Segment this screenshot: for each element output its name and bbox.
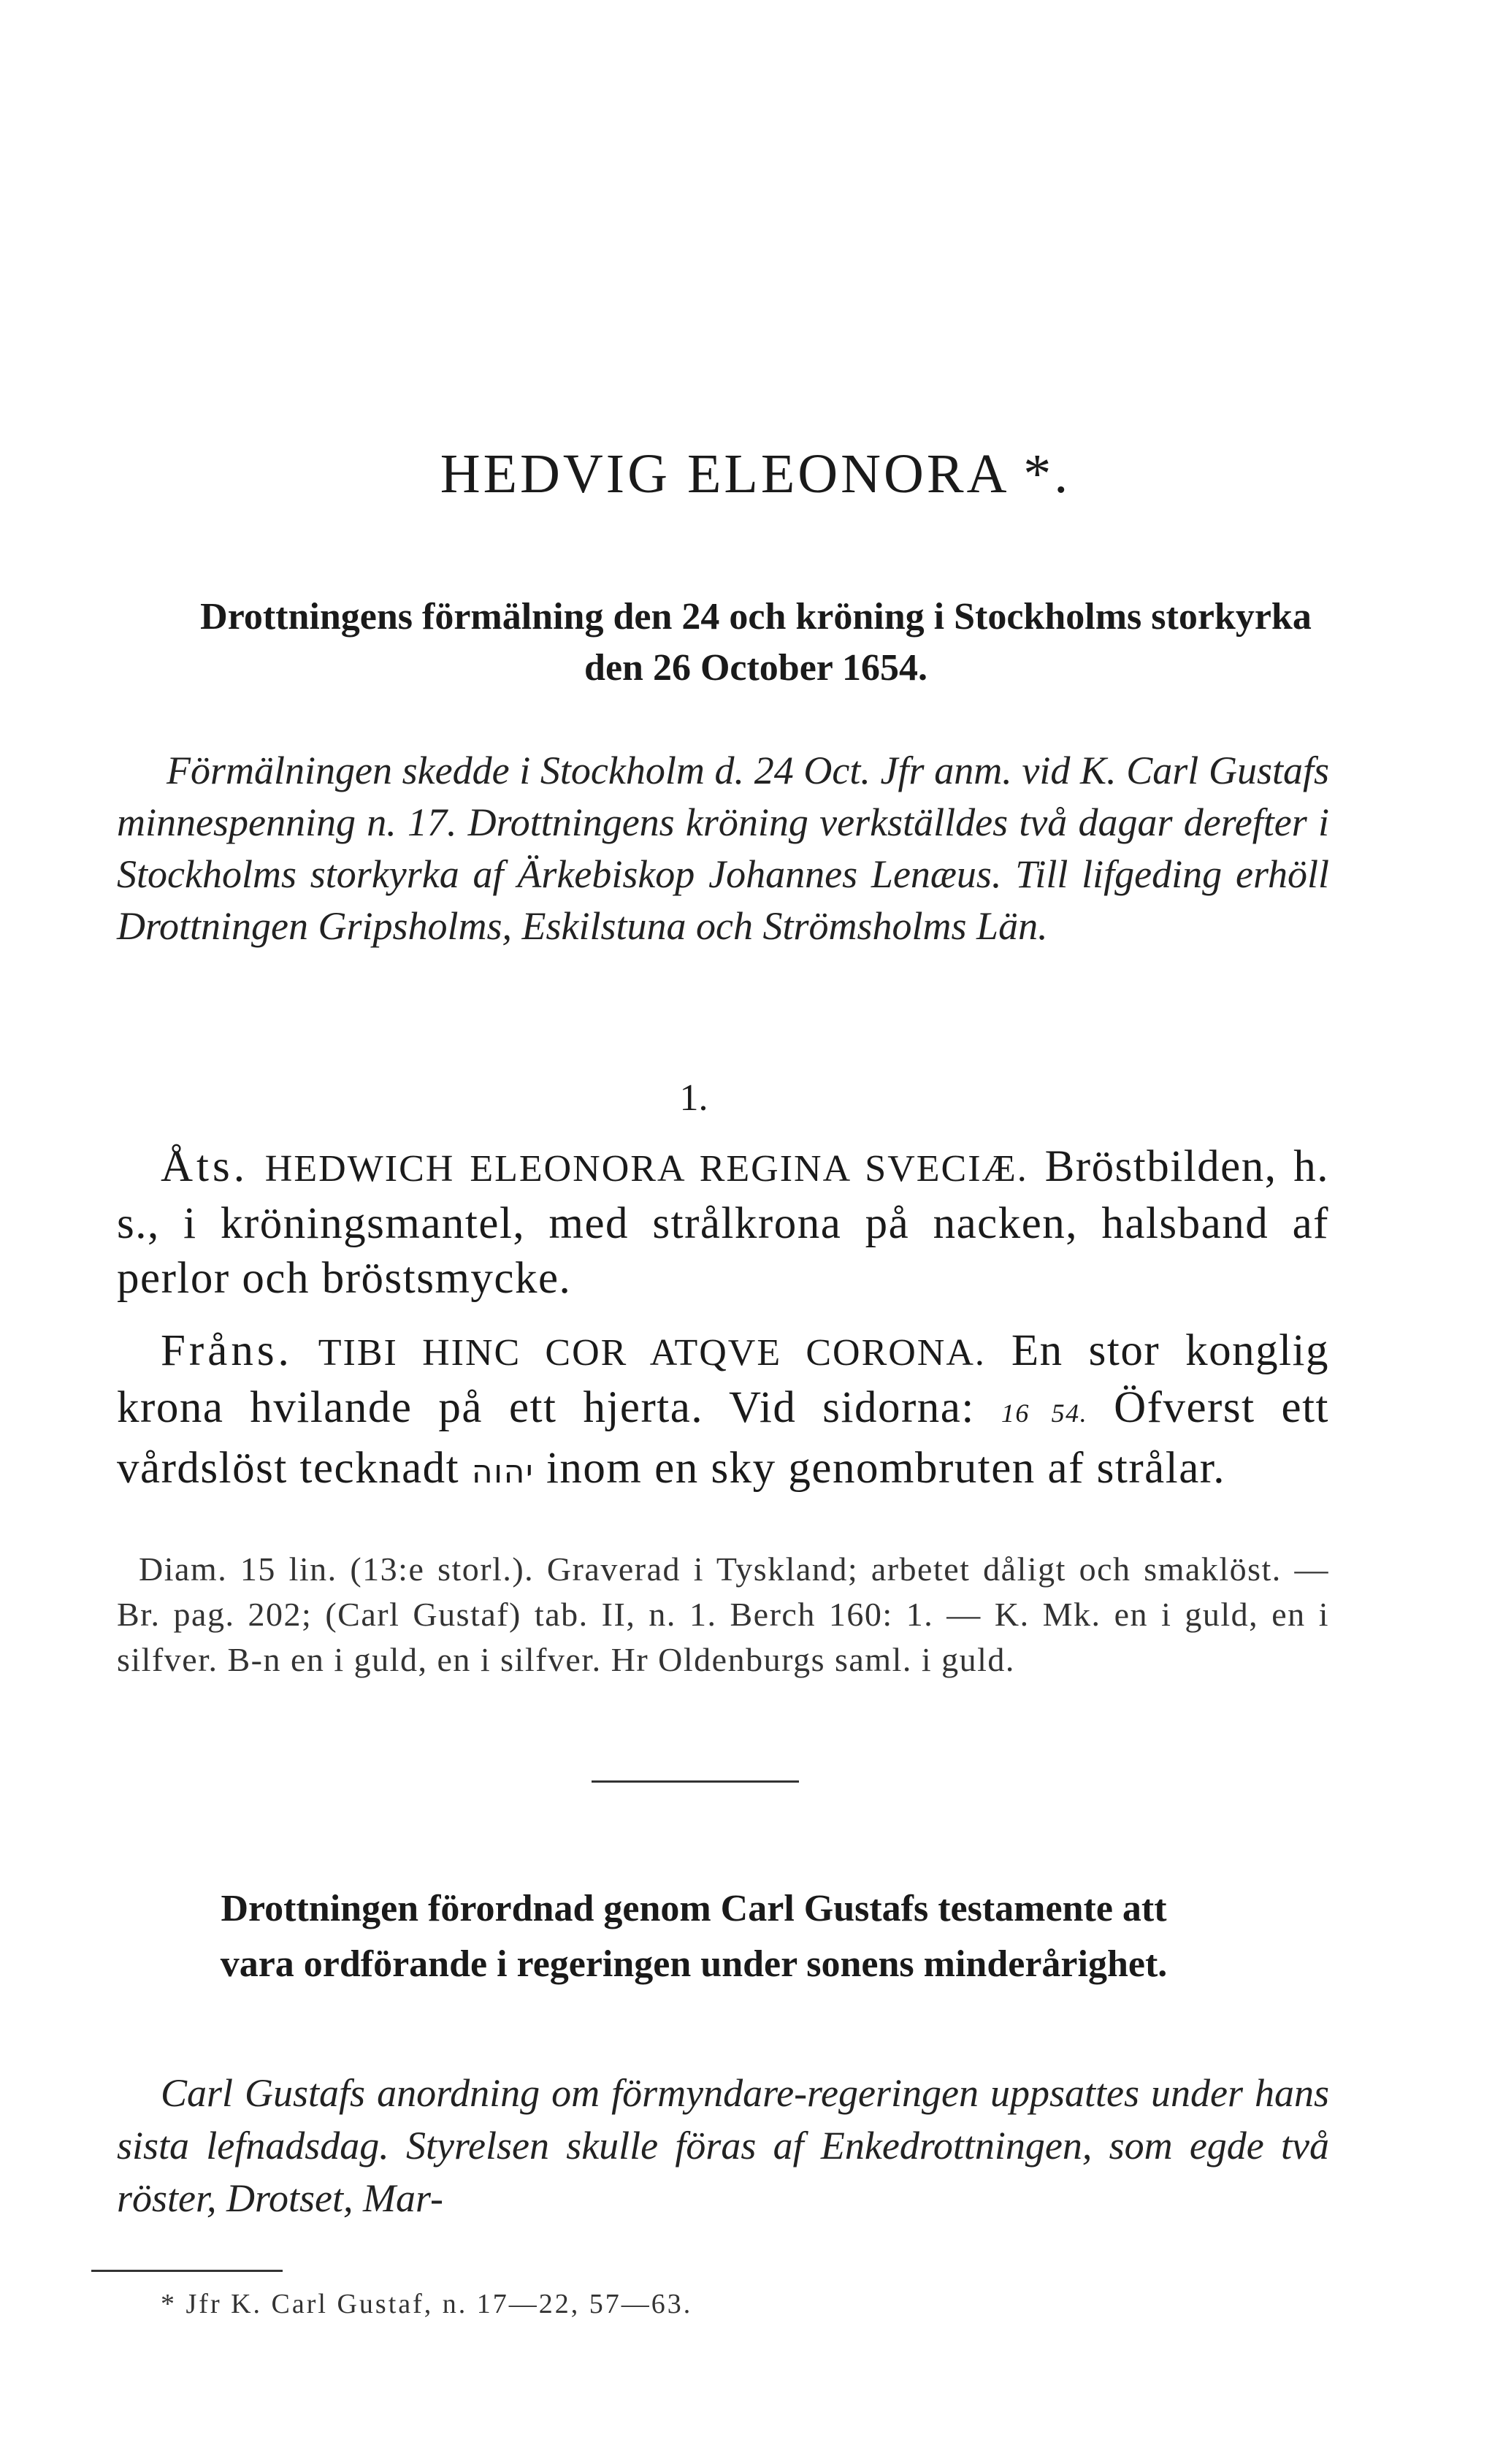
hebrew-tetragrammaton: יהוה xyxy=(471,1453,535,1491)
obverse-legend: HEDWICH ELEONORA REGINA SVECIÆ. xyxy=(264,1148,1028,1190)
footnote-divider xyxy=(91,2270,283,2272)
reverse-description xyxy=(117,1323,1329,1499)
reverse-text-3: inom en sky genombruten af strålar. xyxy=(546,1444,1225,1493)
footnote-marker: *. xyxy=(1023,443,1071,505)
reverse-date: 16 54. xyxy=(1001,1399,1088,1428)
intro-paragraph-regency: Carl Gustafs anordning om förmyndare-regeringen uppsattes under hans sista lefnadsdag. Styrelsen skulle föras af Enkedrottningen, som egde två röster, Drotset, Mar- xyxy=(117,2071,1329,2220)
medal-note: Diam. 15 lin. (13:e storl.). Graverad i Tyskland; arbetet dåligt och smaklöst. — Br. pag. 202; (Carl Gustaf) tab. II, n. 1. Berch 160: 1. — K. Mk. en i guld, en i silfver. B-n en i guld, en i silfver. Hr Oldenburgs saml. i guld. xyxy=(117,1550,1329,1678)
obverse-description xyxy=(117,1139,1329,1306)
footnote: * Jfr K. Carl Gustaf, n. 17—22, 57—63. xyxy=(161,2289,693,2319)
section-heading-regency: Drottningen förordnad genom Carl Gustafs testamente att vara ordförande i regeringen under sonens minderårighet. xyxy=(220,1888,1168,1985)
reverse-text-2: Öfverst ett vårdslöst tecknadt xyxy=(117,1383,1330,1493)
medal-number: 1. xyxy=(679,1077,708,1119)
obverse-label: Åts. xyxy=(161,1142,248,1191)
section-heading-coronation: Drottningens förmälning den 24 och kröning i Stockholms storkyrka den 26 October 1654. xyxy=(200,596,1312,689)
obverse-text: Bröstbilden, h. s., i kröningsmantel, med strålkrona på nacken, halsband af perlor och bröstsmycke. xyxy=(117,1142,1330,1303)
page-title: HEDVIG ELEONORA *. xyxy=(440,443,1071,505)
reverse-text-1: En stor konglig krona hvilande på ett hjerta. Vid sidorna: xyxy=(117,1326,1330,1432)
intro-text: Förmälningen skedde i Stockholm d. 24 Oct. Jfr anm. vid K. Carl Gustafs minnespenning n. 17. Drottningens kröning verkställdes två dagar derefter i Stockholms storkyrka af Ärkebiskop Johannes Lenæus. Till lifgeding erhöll Drottningen Gripsholms, Eskilstuna och Strömsholms Län. xyxy=(117,749,1329,948)
intro-paragraph-coronation xyxy=(117,745,1329,952)
section-divider xyxy=(592,1780,799,1783)
reverse-legend: TIBI HINC COR ATQVE CORONA. xyxy=(318,1332,986,1374)
reverse-label: Fråns. xyxy=(161,1326,293,1375)
